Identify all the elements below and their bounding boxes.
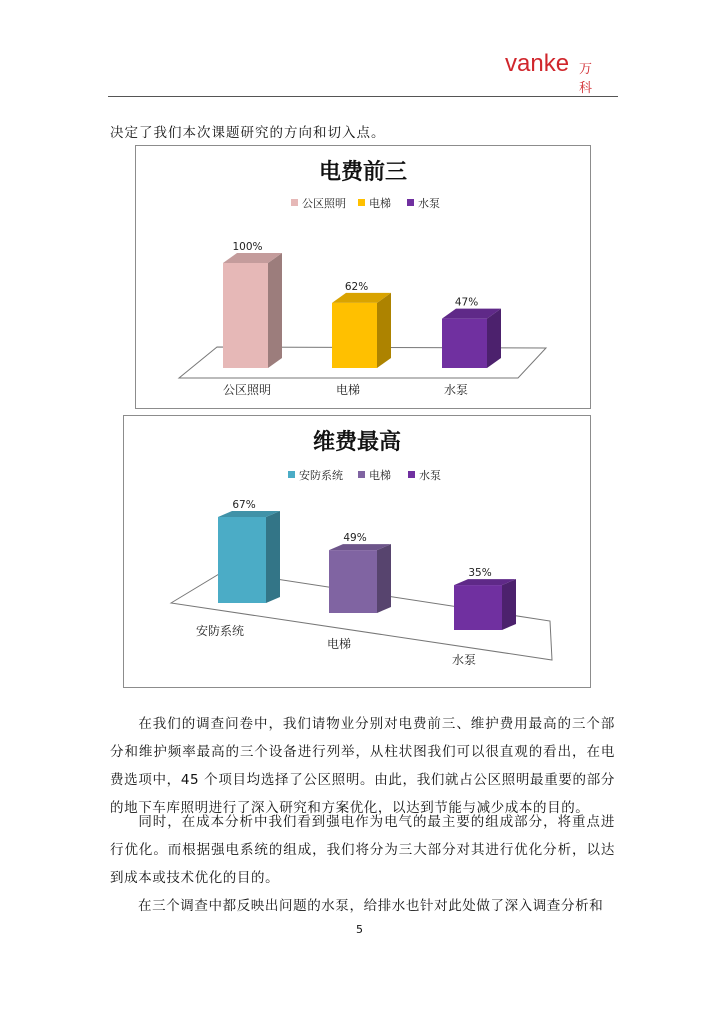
- legend-label: 水泵: [419, 469, 441, 482]
- category-label: 电梯: [335, 383, 361, 397]
- bar-value-label: 62%: [344, 280, 369, 293]
- legend-swatch: [291, 199, 298, 206]
- legend-swatch: [408, 471, 415, 478]
- bar-value-label: 47%: [454, 296, 479, 309]
- legend-swatch: [358, 471, 365, 478]
- chart-maintenance-highest: [123, 415, 591, 688]
- bar-value-label: 100%: [232, 241, 263, 253]
- category-label: 水泵: [443, 383, 469, 397]
- bar-side: [487, 309, 501, 368]
- bar-side: [502, 579, 516, 630]
- legend-swatch: [358, 199, 365, 206]
- legend-label: 安防系统: [299, 469, 343, 482]
- bar-value-label: 49%: [343, 532, 367, 545]
- bar: [332, 303, 377, 368]
- paragraph-2: [110, 808, 615, 892]
- legend-label: 电梯: [369, 197, 391, 210]
- page-number: 5: [356, 923, 363, 936]
- bar-side: [266, 511, 280, 603]
- legend-label: 电梯: [369, 469, 391, 482]
- legend-label: 公区照明: [302, 197, 346, 210]
- chart-electricity-top3: [135, 145, 591, 409]
- category-label: 公区照明: [222, 383, 272, 397]
- paragraph-3: [110, 892, 615, 920]
- chart2-svg: [124, 416, 590, 687]
- chart1-svg: [136, 146, 590, 408]
- bar-side: [268, 253, 282, 368]
- category-label: 安防系统: [195, 624, 245, 638]
- bar-side: [377, 544, 391, 613]
- bar-value-label: 67%: [232, 499, 256, 511]
- legend-swatch: [407, 199, 414, 206]
- paragraph-1: [110, 710, 615, 822]
- intro-text: 决定了我们本次课题研究的方向和切入点。: [110, 125, 386, 141]
- bar: [442, 319, 487, 368]
- header-rule: [108, 96, 618, 97]
- logo-brand: vanke: [505, 50, 570, 77]
- paragraph-1-text: 在我们的调查问卷中，我们请物业分别对电费前三、维护费用最高的三个部分和维护频率最高的三个设备进行列举，从柱状图我们可以很直观的看出，在电费选项中，45 个项目均选择了公区照明。由此，我们就占公区照明最重要的部分的地下车库照明进行了深入研究和方案优化，以达到节能与减少成本的目的。: [110, 716, 615, 816]
- chart-title: 维费最高: [312, 430, 402, 455]
- bar-value-label: 35%: [468, 567, 492, 580]
- bar: [218, 517, 266, 603]
- bar: [223, 263, 268, 368]
- legend-label: 水泵: [418, 197, 440, 210]
- chart-title: 电费前三: [318, 160, 408, 185]
- category-label: 水泵: [451, 653, 477, 667]
- bar: [454, 585, 502, 630]
- legend-swatch: [288, 471, 295, 478]
- paragraph-3-text: 在三个调查中都反映出问题的水泵，给排水也针对此处做了深入调查分析和: [138, 898, 604, 914]
- bar: [329, 550, 377, 613]
- paragraph-2-text: 同时，在成本分析中我们看到强电作为电气的最主要的组成部分，将重点进行优化。而根据强电系统的组成，我们将分为三大部分对其进行优化分析，以达到成本或技术优化的目的。: [110, 814, 615, 886]
- logo-brand-cn: 万科: [579, 62, 593, 96]
- category-label: 电梯: [326, 637, 352, 651]
- bar-side: [377, 293, 391, 368]
